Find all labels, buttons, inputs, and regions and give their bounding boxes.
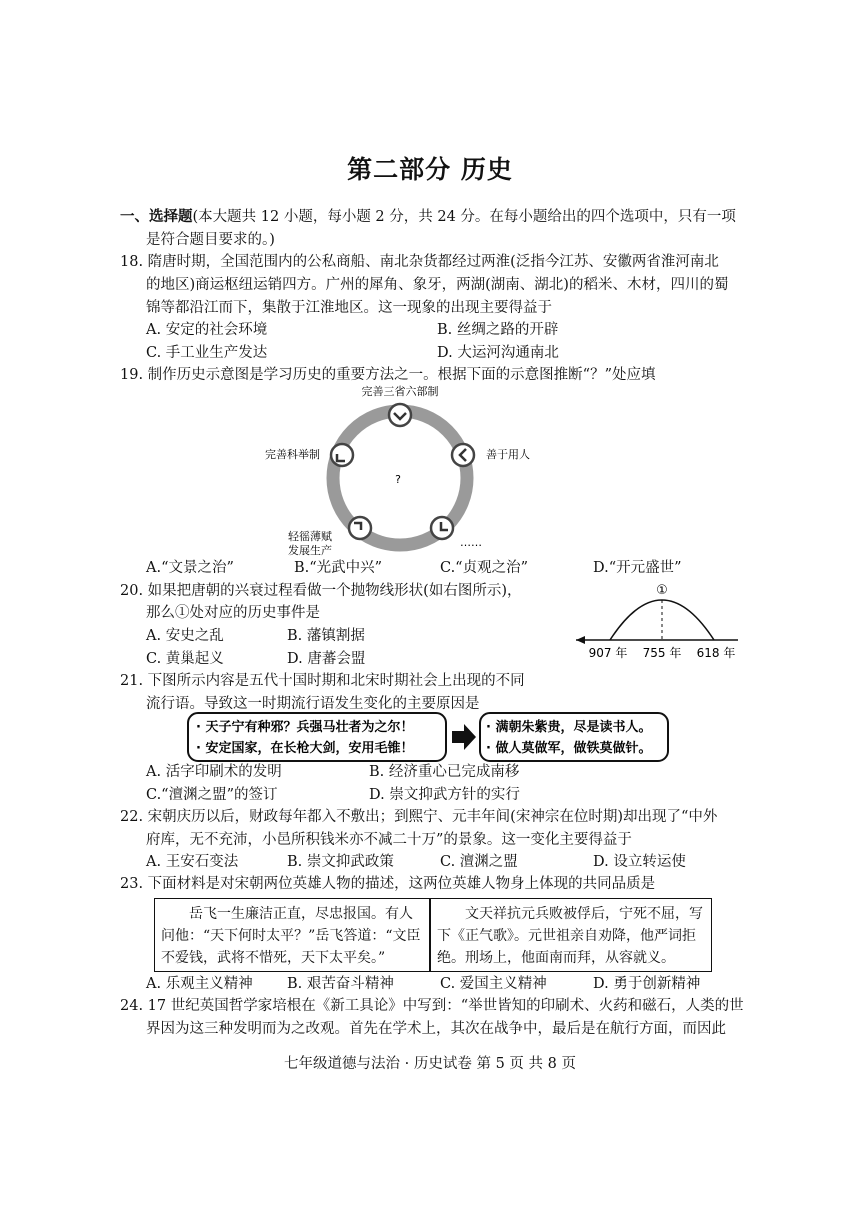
q20-option-d: D. 唐蕃会盟 xyxy=(287,651,366,667)
label-right: 善于用人 xyxy=(486,448,530,461)
year-618: 618 年 xyxy=(696,646,736,660)
node-left xyxy=(331,444,353,466)
section-intro-line2: 是符合题目要求的。) xyxy=(146,232,275,248)
q20-line1: 20. 如果把唐朝的兴衰过程看做一个抛物线形状(如右图所示)， xyxy=(120,583,522,599)
section-label: 一、选择题 xyxy=(120,208,193,225)
node-bottom-left xyxy=(349,517,371,539)
node-bottom-right xyxy=(431,517,453,539)
q24-line1: 24. 17 世纪英国哲学家培根在《新工具论》中写到：“举世皆知的印刷术、火药和磁石，人类的世 xyxy=(120,998,744,1014)
q18-line1: 18. 隋唐时期，全国范围内的公私商船、南北杂货都经过两淮(泛指今江苏、安徽两省淮河南北 xyxy=(120,254,719,270)
q22-option-b: B. 崇文抑武政策 xyxy=(287,854,394,870)
q23-option-d: D. 勇于创新精神 xyxy=(593,976,701,992)
q21-line1: 21. 下图所示内容是五代十国时期和北宋时期社会上出现的不同 xyxy=(120,673,525,689)
section-instructions: (本大题共 12 小题，每小题 2 分，共 24 分。在每小题给出的四个选项中，只有一项 xyxy=(192,209,736,225)
q21-line2: 流行语。导致这一时期流行语发生变化的主要原因是 xyxy=(146,696,480,712)
q18-option-d: D. 大运河沟通南北 xyxy=(437,345,559,361)
q19-cycle-diagram xyxy=(250,382,550,562)
arrow-right-icon xyxy=(452,724,476,750)
q19-option-c: C.“贞观之治” xyxy=(440,560,529,576)
label-bottom-left-1: 轻徭薄赋 xyxy=(288,530,332,543)
label-bottom-right: …… xyxy=(460,536,482,549)
q23-option-b: B. 艰苦奋斗精神 xyxy=(287,976,394,992)
slogan-after-1: · 满朝朱紫贵，尽是读书人。 xyxy=(486,720,652,735)
node-top xyxy=(389,404,411,426)
material-wen-tianxiang: 文天祥抗元兵败被俘后，宁死不屈，写下《正气歌》。元世祖亲自劝降，他严词拒绝。刑场上，他面南而拜，从容就义。 xyxy=(437,906,703,966)
q21-option-c: C.“澶渊之盟”的签订 xyxy=(146,787,278,803)
slogan-after-2: · 做人莫做军，做铁莫做针。 xyxy=(486,741,652,756)
q20-option-b: B. 藩镇割据 xyxy=(287,628,365,644)
q21-option-a: A. 活字印刷术的发明 xyxy=(146,764,282,780)
slogan-before-2: · 安定国家，在长枪大剑，安用毛锥！ xyxy=(196,741,414,756)
q18-option-a: A. 安定的社会环境 xyxy=(146,322,268,338)
q18-option-b: B. 丝绸之路的开辟 xyxy=(437,322,559,338)
page-footer: 七年级道德与法治 · 历史试卷 第 5 页 共 8 页 xyxy=(284,1056,576,1072)
q24-line2: 界因为这三种发明而为之改观。首先在学术上，其次在战争中，最后是在航行方面，而因此 xyxy=(146,1021,726,1037)
q21-option-d: D. 崇文抑武方针的实行 xyxy=(369,787,520,803)
q19-option-d: D.“开元盛世” xyxy=(593,560,682,576)
q20-parabola-figure xyxy=(572,578,744,664)
q20-line2: 那么①处对应的历史事件是 xyxy=(146,605,320,621)
q19-option-a: A.“文景之治” xyxy=(146,560,234,576)
section-intro-line1 xyxy=(120,206,736,228)
table-divider xyxy=(429,899,431,971)
axis-arrow-icon xyxy=(576,636,585,644)
q23-material-table xyxy=(154,898,712,972)
q22-option-a: A. 王安石变法 xyxy=(146,854,239,870)
q18-option-c: C. 手工业生产发达 xyxy=(146,345,268,361)
q22-line1: 22. 宋朝庆历以后，财政每年都入不敷出；到熙宁、元丰年间(宋神宗在位时期)却出现了“中外 xyxy=(120,809,718,825)
peak-marker: ① xyxy=(656,583,668,598)
q21-slogan-comparison xyxy=(186,711,672,763)
q22-option-d: D. 设立转运使 xyxy=(593,854,686,870)
label-center: ? xyxy=(395,473,401,486)
q19-option-b: B.“光武中兴” xyxy=(294,560,383,576)
q19-line1: 19. 制作历史示意图是学习历史的重要方法之一。根据下面的示意图推断“？”处应填 xyxy=(120,367,656,383)
q23-option-a: A. 乐观主义精神 xyxy=(146,976,253,992)
label-left: 完善科举制 xyxy=(265,448,320,461)
q18-line2: 的地区)商运枢纽运销四方。广州的犀角、象牙，两湖(湖南、湖北)的稻米、木材，四川的蜀 xyxy=(146,277,729,293)
label-bottom-left-2: 发展生产 xyxy=(288,544,332,557)
q22-line2: 府库，无不充沛，小邑所积钱米亦不减二十万”的景象。这一变化主要得益于 xyxy=(146,832,632,848)
q21-option-b: B. 经济重心已完成南移 xyxy=(369,764,520,780)
q23-line1: 23. 下面材料是对宋朝两位英雄人物的描述，这两位英雄人物身上体现的共同品质是 xyxy=(120,876,656,892)
label-top: 完善三省六部制 xyxy=(361,385,439,398)
q23-option-c: C. 爱国主义精神 xyxy=(440,976,547,992)
material-yue-fei: 岳飞一生廉洁正直，尽忠报国。有人问他：“天下何时太平？”岳飞答道：“文臣不爱钱，武将不惜死，天下太平矣。” xyxy=(161,906,421,966)
node-right xyxy=(452,444,474,466)
year-755: 755 年 xyxy=(642,646,682,660)
slogan-before-1: · 天子宁有种邪？兵强马壮者为之尔！ xyxy=(196,720,414,735)
q20-option-a: A. 安史之乱 xyxy=(146,628,224,644)
q18-line3: 锦等都沿江而下，集散于江淮地区。这一现象的出现主要得益于 xyxy=(146,300,552,316)
q22-option-c: C. 澶渊之盟 xyxy=(440,854,518,870)
page-title: 第二部分 历史 xyxy=(347,155,513,184)
year-907: 907 年 xyxy=(588,646,628,660)
q20-option-c: C. 黄巢起义 xyxy=(146,651,224,667)
